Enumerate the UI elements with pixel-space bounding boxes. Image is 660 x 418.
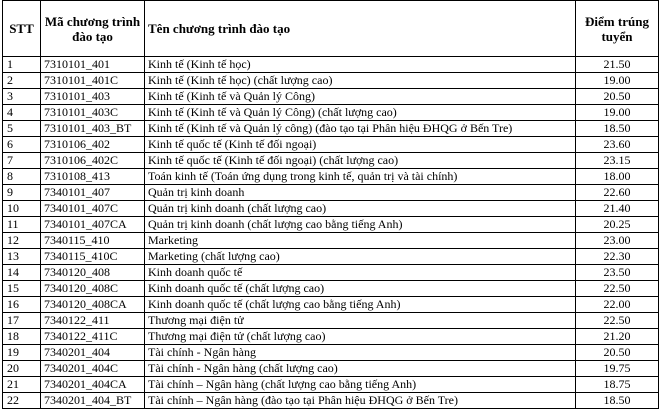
cell-program-name: Tài chính – Ngân hàng (đào tạo tại Phân hiệu ĐHQG ở Bến Tre) [145,393,576,409]
header-row [3,1,659,57]
cell-program-code: 7340120_408C [41,281,145,297]
table-header [3,1,659,57]
table-row [3,169,659,185]
cell-admission-score: 21.50 [576,57,659,73]
cell-program-name: Kinh tế (Kinh tế học) [145,57,576,73]
cell-stt: 18 [3,329,41,345]
cell-admission-score: 23.15 [576,153,659,169]
cell-program-code: 7310101_401C [41,73,145,89]
cell-program-name: Quản trị kinh doanh (chất lượng cao) [145,201,576,217]
cell-program-code: 7340120_408 [41,265,145,281]
cell-admission-score: 19.75 [576,361,659,377]
table-row [3,265,659,281]
cell-program-name: Kinh doanh quốc tế (chất lượng cao bằng tiếng Anh) [145,297,576,313]
cell-program-code: 7340120_408CA [41,297,145,313]
cell-program-code: 7340101_407C [41,201,145,217]
cell-stt: 2 [3,73,41,89]
cell-admission-score: 22.30 [576,249,659,265]
cell-stt: 19 [3,345,41,361]
cell-stt: 8 [3,169,41,185]
header-admission-score: Điểm trúng tuyển [576,1,659,57]
table-row [3,329,659,345]
cell-admission-score: 18.50 [576,393,659,409]
cell-program-code: 7340115_410C [41,249,145,265]
cell-program-code: 7340201_404 [41,345,145,361]
cell-program-name: Tài chính – Ngân hàng (chất lượng cao bằng tiếng Anh) [145,377,576,393]
cell-stt: 15 [3,281,41,297]
cell-program-name: Kinh tế quốc tế (Kinh tế đối ngoại) [145,137,576,153]
cell-admission-score: 20.50 [576,89,659,105]
cell-stt: 16 [3,297,41,313]
cell-program-name: Marketing [145,233,576,249]
cell-admission-score: 19.00 [576,105,659,121]
cell-program-name: Marketing (chất lượng cao) [145,249,576,265]
cell-program-code: 7310101_403 [41,89,145,105]
table-row [3,393,659,409]
cell-stt: 12 [3,233,41,249]
cell-program-name: Kinh tế quốc tế (Kinh tế đối ngoại) (chất lượng cao) [145,153,576,169]
cell-stt: 13 [3,249,41,265]
table-row [3,361,659,377]
table-row [3,297,659,313]
table-row [3,377,659,393]
table-row [3,105,659,121]
cell-program-name: Tài chính - Ngân hàng (chất lượng cao) [145,361,576,377]
cell-admission-score: 23.60 [576,137,659,153]
cell-admission-score: 23.00 [576,233,659,249]
cell-admission-score: 22.50 [576,313,659,329]
cell-program-code: 7310106_402 [41,137,145,153]
cell-program-code: 7310108_413 [41,169,145,185]
cell-program-name: Thương mại điện tử [145,313,576,329]
table-row [3,345,659,361]
admission-scores-table [2,0,659,409]
cell-stt: 20 [3,361,41,377]
table-row [3,89,659,105]
header-stt: STT [3,1,41,57]
cell-program-name: Quản trị kinh doanh (chất lượng cao bằng tiếng Anh) [145,217,576,233]
cell-stt: 3 [3,89,41,105]
cell-stt: 6 [3,137,41,153]
cell-program-name: Kinh tế (Kinh tế học) (chất lượng cao) [145,73,576,89]
cell-stt: 22 [3,393,41,409]
table-row [3,121,659,137]
cell-stt: 7 [3,153,41,169]
cell-program-name: Thương mại điện tử (chất lượng cao) [145,329,576,345]
cell-admission-score: 22.00 [576,297,659,313]
header-program-name: Tên chương trình đào tạo [145,1,576,57]
cell-program-code: 7340122_411 [41,313,145,329]
cell-program-code: 7340201_404C [41,361,145,377]
cell-program-code: 7310101_401 [41,57,145,73]
cell-program-code: 7340101_407 [41,185,145,201]
table-row [3,73,659,89]
table-row [3,201,659,217]
cell-program-code: 7340122_411C [41,329,145,345]
cell-stt: 5 [3,121,41,137]
table-row [3,153,659,169]
cell-admission-score: 22.50 [576,281,659,297]
table-row [3,233,659,249]
cell-program-name: Kinh tế (Kinh tế và Quản lý công) (đào tạo tại Phân hiệu ĐHQG ở Bến Tre) [145,121,576,137]
cell-admission-score: 19.00 [576,73,659,89]
cell-program-name: Kinh tế (Kinh tế và Quản lý Công) (chất lượng cao) [145,105,576,121]
cell-program-name: Kinh doanh quốc tế (chất lượng cao) [145,281,576,297]
cell-program-code: 7310106_402C [41,153,145,169]
cell-stt: 9 [3,185,41,201]
cell-admission-score: 20.50 [576,345,659,361]
cell-admission-score: 21.20 [576,329,659,345]
cell-admission-score: 18.00 [576,169,659,185]
cell-stt: 17 [3,313,41,329]
cell-program-name: Kinh tế (Kinh tế và Quản lý Công) [145,89,576,105]
cell-stt: 1 [3,57,41,73]
cell-program-code: 7340101_407CA [41,217,145,233]
table-row [3,281,659,297]
table-row [3,185,659,201]
table-body [3,57,659,409]
cell-admission-score: 23.50 [576,265,659,281]
cell-admission-score: 21.40 [576,201,659,217]
cell-program-name: Kinh doanh quốc tế [145,265,576,281]
cell-program-name: Quản trị kinh doanh [145,185,576,201]
cell-program-code: 7310101_403_BT [41,121,145,137]
table-row [3,313,659,329]
cell-stt: 14 [3,265,41,281]
cell-program-name: Tài chính - Ngân hàng [145,345,576,361]
cell-program-code: 7340115_410 [41,233,145,249]
header-program-code: Mã chương trình đào tạo [41,1,145,57]
table-row [3,249,659,265]
cell-program-name: Toán kinh tế (Toán ứng dụng trong kinh tế, quản trị và tài chính) [145,169,576,185]
cell-stt: 11 [3,217,41,233]
cell-stt: 21 [3,377,41,393]
cell-admission-score: 18.75 [576,377,659,393]
cell-program-code: 7340201_404CA [41,377,145,393]
cell-program-code: 7310101_403C [41,105,145,121]
table-row [3,57,659,73]
table-row [3,137,659,153]
cell-stt: 4 [3,105,41,121]
cell-admission-score: 20.25 [576,217,659,233]
cell-admission-score: 22.60 [576,185,659,201]
cell-stt: 10 [3,201,41,217]
table-row [3,217,659,233]
cell-program-code: 7340201_404_BT [41,393,145,409]
cell-admission-score: 18.50 [576,121,659,137]
